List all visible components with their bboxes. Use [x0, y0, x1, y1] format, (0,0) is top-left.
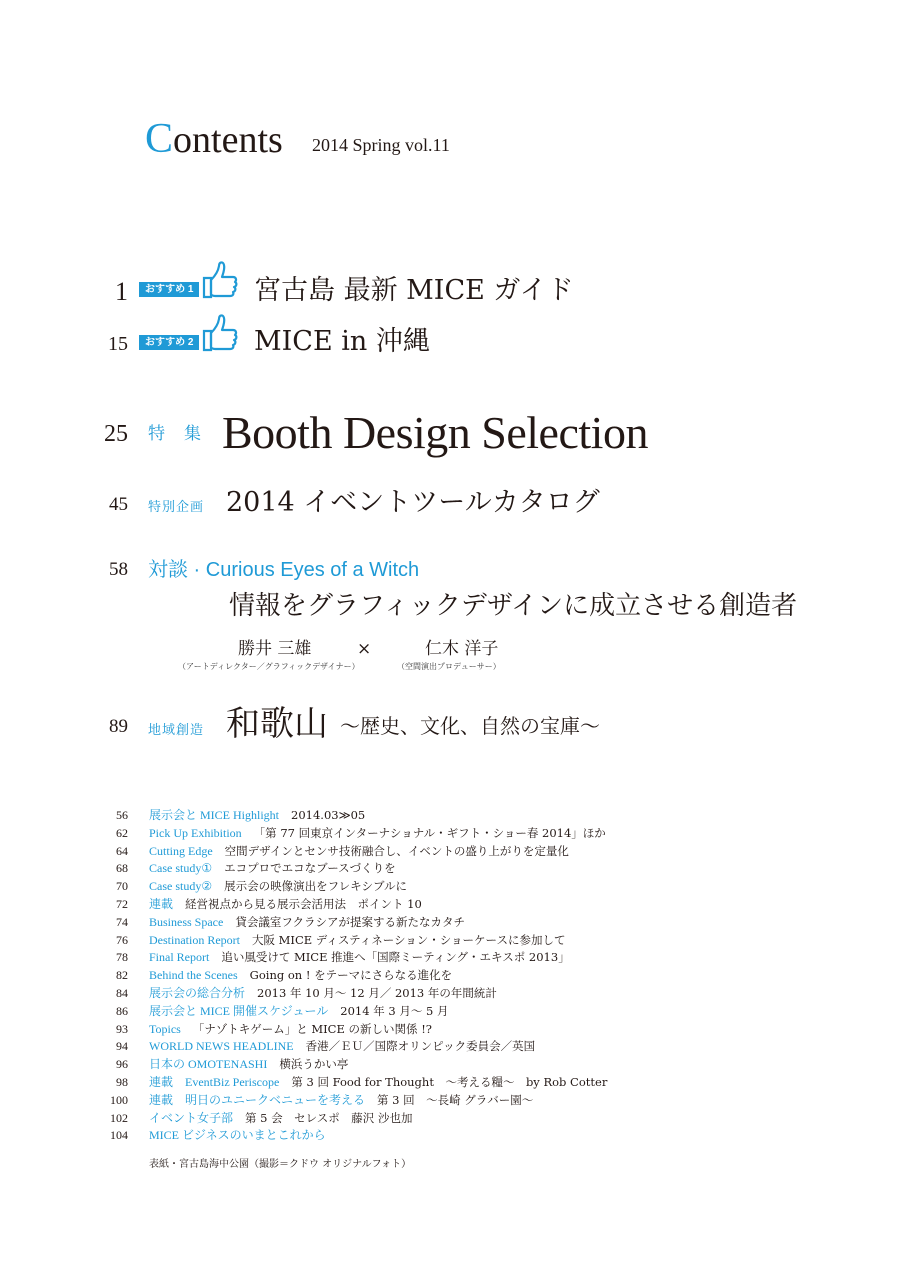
dialogue-page: 58	[109, 559, 128, 580]
person2-role: （空間演出プロデューサー）	[397, 662, 501, 671]
toc-page: 100	[110, 1092, 128, 1107]
toc-page: 62	[116, 825, 128, 840]
toc-label: 展示会の総合分析	[149, 985, 246, 1000]
person2-name: 仁木 洋子	[425, 639, 499, 659]
dialogue-heading: 対談 · Curious Eyes of a Witch	[148, 559, 420, 581]
toc-row	[108, 1110, 607, 1128]
toc-row	[108, 896, 607, 914]
toc-desc: 空間デザインとセンサ技術融合し、イベントの盛り上がりを定量化	[224, 843, 569, 858]
toc-label: Case study②	[149, 879, 213, 894]
toc-desc: 香港／ＥＵ／国際オリンピック委員会／英国	[305, 1039, 536, 1054]
toc-label: 展示会と MICE Highlight	[149, 808, 280, 822]
toc-page: 56	[116, 808, 128, 822]
toc-desc: 横浜うかい亭	[279, 1057, 349, 1072]
feature-page: 25	[104, 421, 128, 447]
toc-row	[108, 1127, 607, 1145]
toc-page: 93	[116, 1021, 128, 1036]
toc-desc: 「第 77 回東京インターナショナル・ギフト・ショー春 2014」ほか	[253, 825, 606, 840]
toc-desc: 2014.03≫05	[291, 808, 366, 822]
toc-row	[108, 1003, 607, 1021]
cover-note: 表紙・宮古島海中公園（撮影＝クドウ オリジナルフォト）	[149, 1159, 412, 1170]
toc-label: 連載 明日のユニークベニューを考える	[149, 1092, 366, 1107]
toc-label: Topics	[149, 1021, 181, 1036]
toc-label: Behind the Scenes	[149, 968, 238, 983]
cross-mark: ×	[357, 639, 372, 659]
toc-page: 72	[116, 896, 128, 911]
toc-label: イベント女子部	[149, 1110, 234, 1125]
toc-desc: 2013 年 10 月～ 12 月／ 2013 年の年間統計	[257, 985, 497, 1000]
toc-label: MICE ビジネスのいまとこれから	[149, 1128, 326, 1143]
region-page: 89	[109, 716, 128, 737]
toc-page: 74	[116, 914, 128, 929]
toc-row	[108, 825, 607, 843]
region-category: 地域創造	[148, 723, 205, 738]
toc-label: WORLD NEWS HEADLINE	[149, 1039, 294, 1054]
toc-desc: 第 3 回 Food for Thought ～考える糧～ by Rob Cotter	[291, 1074, 608, 1089]
title-initial: C	[145, 116, 174, 162]
toc-label: Final Report	[149, 950, 210, 965]
page-title	[145, 116, 283, 163]
dialogue-title: 情報をグラフィックデザインに成立させる創造者	[229, 591, 798, 621]
toc-page: 98	[116, 1074, 128, 1089]
toc-page: 104	[110, 1128, 128, 1143]
toc-row	[108, 914, 607, 932]
toc-row	[108, 949, 607, 967]
toc-row	[108, 807, 607, 825]
toc-page: 84	[116, 985, 128, 1000]
toc-row	[108, 878, 607, 896]
person1-name: 勝井 三雄	[238, 639, 312, 659]
toc-desc: 「ナゾトキゲーム」と MICE の新しい関係 !?	[192, 1021, 432, 1036]
rec2-badge: おすすめ 2	[139, 335, 199, 350]
rec2-page: 15	[108, 333, 128, 355]
toc-row	[108, 843, 607, 861]
rec1-title: 宮古島 最新 MICE ガイド	[254, 275, 574, 306]
toc-page: 64	[116, 843, 128, 858]
rec1-badge: おすすめ 1	[139, 282, 199, 297]
toc-desc: 展示会の映像演出をフレキシブルに	[224, 879, 408, 894]
thumbs-up-icon	[201, 260, 239, 300]
toc-label: Cutting Edge	[149, 843, 213, 858]
toc-page: 102	[110, 1110, 128, 1125]
toc-row	[108, 985, 607, 1003]
toc-desc: エコプロでエコなブースづくりを	[224, 861, 396, 876]
feature-category: 特 集	[148, 424, 202, 444]
toc-desc: 経営視点から見る展示会活用法 ポイント 10	[185, 896, 422, 911]
toc-page: 68	[116, 861, 128, 876]
title-rest: ontents	[173, 119, 283, 161]
region-title: 和歌山	[226, 704, 328, 744]
toc-page: 76	[116, 932, 128, 947]
toc-label: Pick Up Exhibition	[149, 825, 242, 840]
toc-desc: 2014 年 3 月～ 5 月	[340, 1003, 449, 1018]
toc-desc: 貸会議室フクラシアが提案する新たなカタチ	[235, 914, 465, 929]
toc-desc: 大阪 MICE ディスティネーション・ショーケースに参加して	[251, 932, 566, 947]
toc-label: 連載 EventBiz Periscope	[149, 1074, 280, 1089]
toc-list	[108, 807, 607, 1145]
special-category: 特別企画	[148, 500, 205, 515]
toc-page: 96	[116, 1057, 128, 1072]
toc-row	[108, 932, 607, 950]
toc-row	[108, 1038, 607, 1056]
special-title: 2014 イベントツールカタログ	[226, 487, 600, 518]
toc-row	[108, 1021, 607, 1039]
toc-label: Business Space	[149, 914, 224, 929]
toc-page: 78	[116, 950, 128, 965]
feature-title: Booth Design Selection	[222, 407, 648, 458]
thumbs-up-icon	[201, 313, 239, 353]
toc-row	[108, 967, 607, 985]
toc-label: 連載	[149, 896, 174, 911]
toc-page: 82	[116, 968, 128, 983]
rec2-title: MICE in 沖縄	[254, 326, 430, 357]
issue-label: 2014 Spring vol.11	[312, 135, 450, 155]
special-page: 45	[109, 494, 128, 515]
toc-page: 86	[116, 1003, 128, 1018]
toc-label: 展示会と MICE 開催スケジュール	[149, 1003, 329, 1018]
toc-desc: Going on ! をテーマにさらなる進化を	[249, 968, 453, 983]
toc-label: Destination Report	[149, 932, 240, 947]
rec1-page: 1	[115, 277, 128, 306]
person1-role: （アートディレクター／グラフィックデザイナー）	[178, 662, 360, 671]
toc-page: 94	[116, 1039, 128, 1054]
toc-desc: 第 3 回 ～長崎 グラバー園～	[377, 1092, 534, 1107]
toc-desc: 追い風受けて MICE 推進へ「国際ミーティング・エキスポ 2013」	[221, 950, 570, 965]
toc-label: 日本の OMOTENASHI	[149, 1057, 268, 1072]
toc-row	[108, 860, 607, 878]
toc-page: 70	[116, 879, 128, 894]
toc-row	[108, 1092, 607, 1110]
toc-row	[108, 1056, 607, 1074]
toc-label: Case study①	[149, 861, 213, 876]
toc-desc: 第 5 会 セレスポ 藤沢 沙也加	[245, 1110, 413, 1125]
toc-row	[108, 1074, 607, 1092]
region-subtitle: ～歴史、文化、自然の宝庫～	[340, 714, 600, 738]
